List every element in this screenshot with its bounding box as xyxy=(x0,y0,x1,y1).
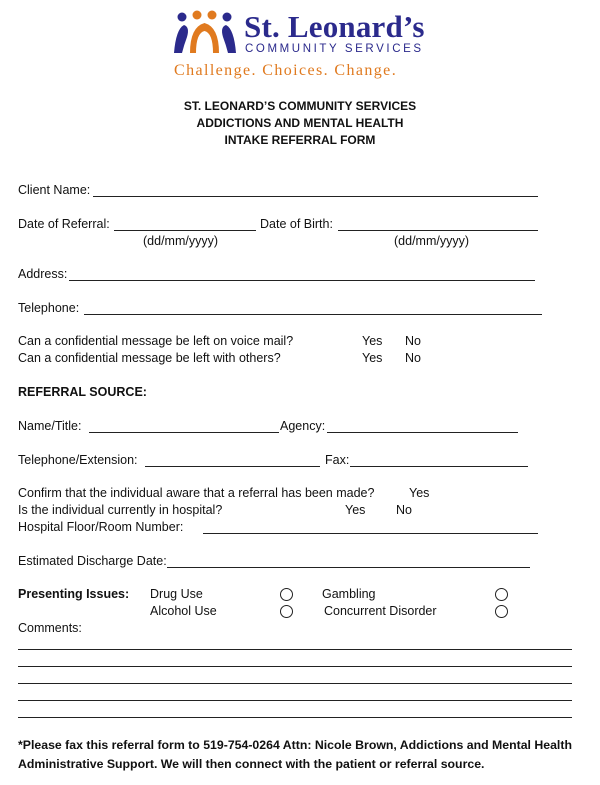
address-field[interactable] xyxy=(69,280,535,281)
comments-line[interactable] xyxy=(18,649,572,650)
telephone-extension-field[interactable] xyxy=(145,466,320,467)
confirm-yes-option[interactable]: Yes xyxy=(409,486,430,500)
comments-line[interactable] xyxy=(18,700,572,701)
hospital-room-field[interactable] xyxy=(203,533,538,534)
logo-people-icon xyxy=(170,9,240,57)
issue-alcohol-use-label: Alcohol Use xyxy=(150,604,217,618)
others-no-option[interactable]: No xyxy=(405,351,421,365)
logo-name: St. Leonard’s xyxy=(244,9,425,44)
in-hospital-no-option[interactable]: No xyxy=(396,503,412,517)
referral-source-heading: REFERRAL SOURCE: xyxy=(18,385,147,399)
date-of-birth-label: Date of Birth: xyxy=(260,217,333,231)
comments-line[interactable] xyxy=(18,683,572,684)
fax-label: Fax: xyxy=(325,453,350,467)
others-yes-option[interactable]: Yes xyxy=(362,351,383,365)
presenting-issues-label: Presenting Issues: xyxy=(18,587,130,601)
date-of-referral-field[interactable] xyxy=(114,230,256,231)
voicemail-yes-option[interactable]: Yes xyxy=(362,334,383,348)
telephone-extension-label: Telephone/Extension: xyxy=(18,453,138,467)
issue-drug-use-label: Drug Use xyxy=(150,587,203,601)
form-header-line2: ADDICTIONS AND MENTAL HEALTH xyxy=(196,116,404,130)
issue-alcohol-use-radio[interactable] xyxy=(280,605,293,618)
voicemail-question: Can a confidential message be left on voice mail? xyxy=(18,334,294,348)
date-of-referral-label: Date of Referral: xyxy=(18,217,110,231)
client-name-field[interactable] xyxy=(93,196,538,197)
referral-date-format-hint: (dd/mm/yyyy) xyxy=(143,234,218,248)
issue-concurrent-disorder-radio[interactable] xyxy=(495,605,508,618)
issue-drug-use-radio[interactable] xyxy=(280,588,293,601)
comments-line[interactable] xyxy=(18,717,572,718)
fax-instructions-line2: Administrative Support. We will then connect with the patient or referral source. xyxy=(18,757,485,771)
form-header-line1: ST. LEONARD’S COMMUNITY SERVICES xyxy=(183,99,417,113)
form-title: INTAKE REFERRAL FORM xyxy=(224,133,376,147)
issue-gambling-label: Gambling xyxy=(322,587,376,601)
fax-field[interactable] xyxy=(350,466,528,467)
hospital-room-label: Hospital Floor/Room Number: xyxy=(18,520,184,534)
voicemail-no-option[interactable]: No xyxy=(405,334,421,348)
fax-instructions-line1: *Please fax this referral form to 519-754-0264 Attn: Nicole Brown, Addictions and Mental Health xyxy=(18,738,572,752)
client-name-label: Client Name: xyxy=(18,183,91,197)
discharge-date-label: Estimated Discharge Date: xyxy=(18,554,167,568)
agency-label: Agency: xyxy=(280,419,326,433)
agency-field[interactable] xyxy=(327,432,518,433)
in-hospital-yes-option[interactable]: Yes xyxy=(345,503,366,517)
logo-tagline: Challenge. Choices. Change. xyxy=(174,62,398,79)
telephone-field[interactable] xyxy=(84,314,542,315)
name-title-field[interactable] xyxy=(89,432,279,433)
telephone-label: Telephone: xyxy=(18,301,80,315)
logo-subtitle: COMMUNITY SERVICES xyxy=(245,43,424,55)
in-hospital-question: Is the individual currently in hospital? xyxy=(18,503,223,517)
address-label: Address: xyxy=(18,267,68,281)
issue-gambling-radio[interactable] xyxy=(495,588,508,601)
date-of-birth-field[interactable] xyxy=(338,230,538,231)
confirm-referral-question: Confirm that the individual aware that a referral has been made? xyxy=(18,486,375,500)
name-title-label: Name/Title: xyxy=(18,419,82,433)
issue-concurrent-disorder-label: Concurrent Disorder xyxy=(324,604,437,618)
discharge-date-field[interactable] xyxy=(167,567,530,568)
birth-date-format-hint: (dd/mm/yyyy) xyxy=(394,234,469,248)
others-question: Can a confidential message be left with others? xyxy=(18,351,281,365)
comments-label: Comments: xyxy=(18,621,82,635)
comments-line[interactable] xyxy=(18,666,572,667)
